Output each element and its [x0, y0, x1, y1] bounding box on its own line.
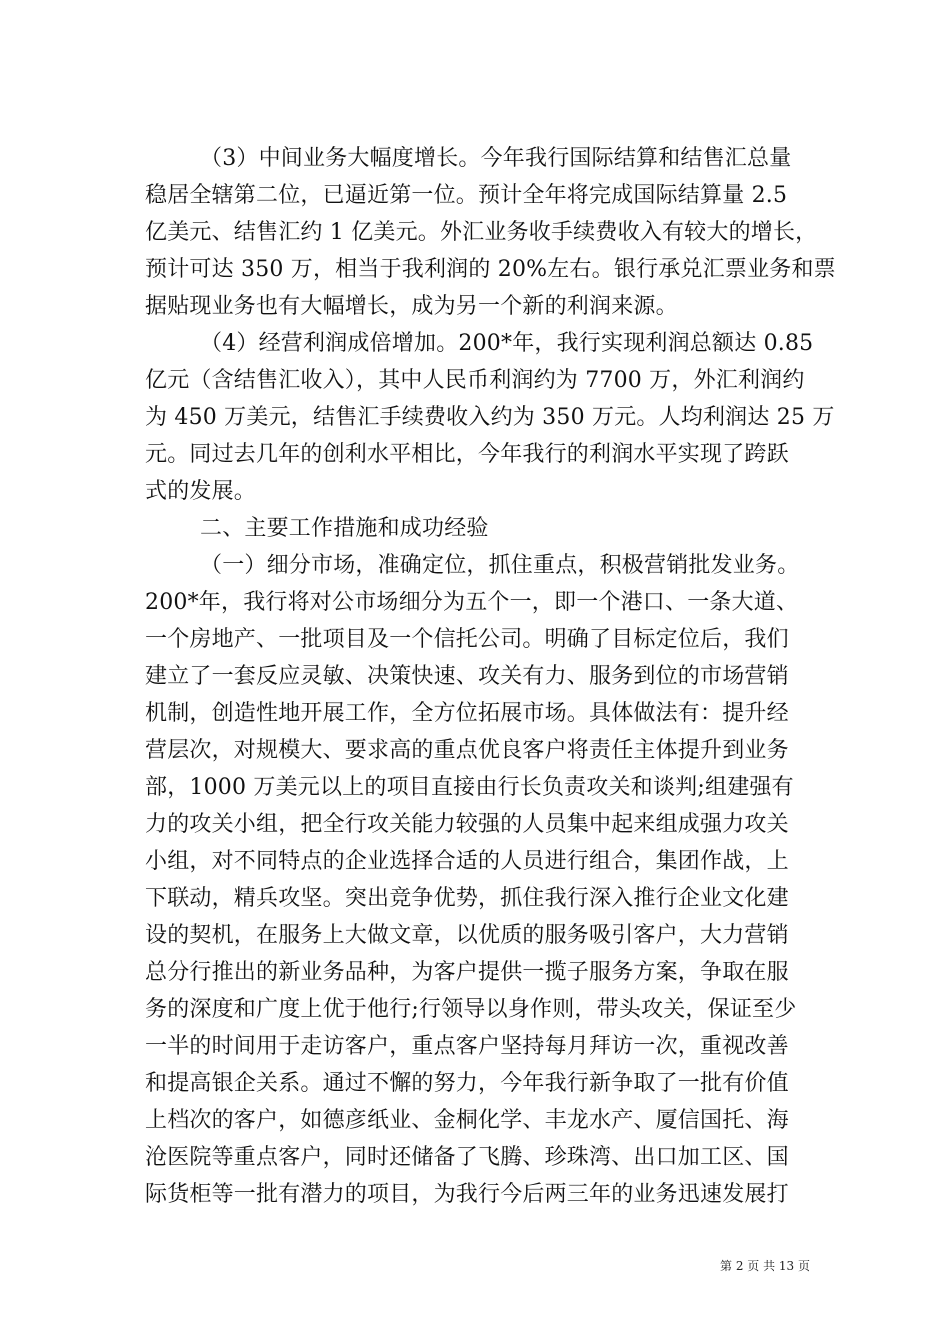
section-1-line-7: 部，1000 万美元以上的项目直接由行长负责攻关和谈判;组建强有 [145, 775, 794, 800]
paragraph-4-line-4: 元。同过去几年的创利水平相比，今年我行的利润水平实现了跨跃 [145, 442, 789, 467]
paragraph-4-line-5: 式的发展。 [145, 479, 257, 504]
section-1-line-15: 和提高银企关系。通过不懈的努力，今年我行新争取了一批有价值 [145, 1071, 789, 1096]
section-1-line-6: 营层次，对规模大、要求高的重点优良客户将责任主体提升到业务 [145, 738, 789, 763]
section-1-line-1: （一）细分市场，准确定位，抓住重点，积极营销批发业务。 [200, 553, 800, 578]
paragraph-3-line-3: 亿美元、结售汇约 1 亿美元。外汇业务收手续费收入有较大的增长， [145, 220, 818, 245]
section-1-line-13: 务的深度和广度上优于他行;行领导以身作则，带头攻关，保证至少 [145, 997, 797, 1022]
section-1-line-3: 一个房地产、一批项目及一个信托公司。明确了目标定位后，我们 [145, 627, 789, 652]
section-1-line-10: 下联动，精兵攻坚。突出竞争优势，抓住我行深入推行企业文化建 [145, 886, 789, 911]
section-heading: 二、主要工作措施和成功经验 [200, 516, 489, 541]
section-1-line-12: 总分行推出的新业务品种，为客户提供一揽子服务方案，争取在服 [145, 960, 789, 985]
paragraph-3-line-2: 稳居全辖第二位，已逼近第一位。预计全年将完成国际结算量 2.5 [145, 183, 788, 208]
paragraph-4-line-1: （4）经营利润成倍增加。200*年，我行实现利润总额达 0.85 [200, 331, 814, 356]
section-1-line-2: 200*年，我行将对公市场细分为五个一，即一个港口、一条大道、 [145, 590, 799, 615]
section-1-line-5: 机制，创造性地开展工作，全方位拓展市场。具体做法有：提升经 [145, 701, 789, 726]
paragraph-3-line-5: 据贴现业务也有大幅增长，成为另一个新的利润来源。 [145, 294, 678, 319]
section-1-line-8: 力的攻关小组，把全行攻关能力较强的人员集中起来组成强力攻关 [145, 812, 789, 837]
section-1-line-16: 上档次的客户，如德彦纸业、金桐化学、丰龙水产、厦信国托、海 [145, 1108, 789, 1133]
section-1-line-9: 小组，对不同特点的企业选择合适的人员进行组合，集团作战，上 [145, 849, 789, 874]
paragraph-4-line-2: 亿元（含结售汇收入），其中人民币利润约为 7700 万，外汇利润约 [145, 368, 805, 393]
paragraph-4-line-3: 为 450 万美元，结售汇手续费收入约为 350 万元。人均利润达 25 万 [145, 405, 835, 430]
section-1-line-18: 际货柜等一批有潜力的项目，为我行今后两三年的业务迅速发展打 [145, 1182, 789, 1207]
section-1-line-4: 建立了一套反应灵敏、决策快速、攻关有力、服务到位的市场营销 [145, 664, 789, 689]
section-1-line-11: 设的契机，在服务上大做文章，以优质的服务吸引客户，大力营销 [145, 923, 789, 948]
paragraph-3-line-4: 预计可达 350 万，相当于我利润的 20%左右。银行承兑汇票业务和票 [145, 257, 836, 282]
section-1-line-14: 一半的时间用于走访客户，重点客户坚持每月拜访一次，重视改善 [145, 1034, 789, 1059]
paragraph-3-line-1: （3）中间业务大幅度增长。今年我行国际结算和结售汇总量 [200, 146, 792, 171]
page-number-footer: 第 2 页 共 13 页 [720, 1259, 810, 1273]
section-1-line-17: 沧医院等重点客户，同时还储备了飞腾、珍珠湾、出口加工区、国 [145, 1145, 789, 1170]
